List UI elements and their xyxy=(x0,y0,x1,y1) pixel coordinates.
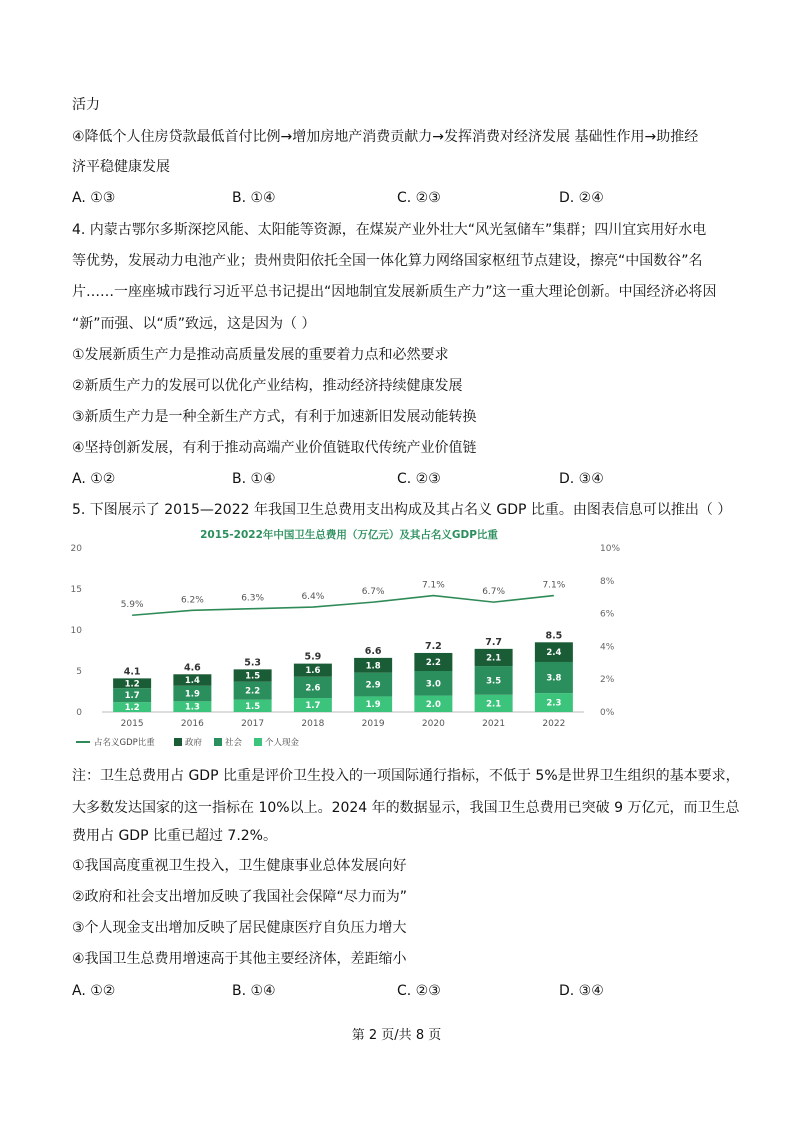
q3-option-c: C. ②③ xyxy=(397,190,441,206)
y-right-tick-label: 2% xyxy=(600,675,615,686)
gdp-share-label: 6.4% xyxy=(301,592,325,603)
bar-segment-label: 1.3 xyxy=(184,702,200,713)
bar-segment-label: 3.8 xyxy=(546,673,562,684)
gdp-share-label: 6.7% xyxy=(482,587,506,598)
q3-options xyxy=(72,188,732,208)
q5-item-2: ②政府和社会支出增加反映了我国社会保障“尽力而为” xyxy=(72,889,408,905)
y-right-tick-label: 6% xyxy=(600,609,615,620)
chart-title: 2015-2022年中国卫生总费用（万亿元）及其占名义GDP比重 xyxy=(200,529,498,541)
q4-stem-line-3: 片……一座座城市践行习近平总书记提出“因地制宜发展新质生产力”这一重大理论创新。中国经济必将因 xyxy=(72,284,717,300)
q5-item-1: ①我国高度重视卫生投入，卫生健康事业总体发展向好 xyxy=(72,858,407,874)
gdp-share-label: 6.7% xyxy=(361,587,385,598)
q3-option-a: A. ①③ xyxy=(72,190,116,206)
y-right-tick-label: 8% xyxy=(600,576,615,587)
bar-segment-label: 2.2 xyxy=(245,686,261,697)
x-tick-label: 2015 xyxy=(120,719,144,729)
bar-segment-label: 2.1 xyxy=(486,699,502,710)
bar-segment-label: 2.1 xyxy=(486,653,502,664)
q4-stem-line-1: 4. 内蒙古鄂尔多斯深挖风能、太阳能等资源，在煤炭产业外壮大“风光氢储车”集群；四川宜宾用好水电 xyxy=(72,222,707,238)
y-left-tick-label: 0 xyxy=(76,708,82,718)
bar-total-label: 7.7 xyxy=(485,636,503,648)
y-left-tick-label: 5 xyxy=(76,667,82,677)
health-expenditure-chart xyxy=(72,526,632,752)
bar-total-label: 4.1 xyxy=(123,666,141,678)
legend-swatch xyxy=(174,738,182,746)
bar-segment-label: 2.0 xyxy=(425,699,441,710)
bar-total-label: 8.5 xyxy=(545,630,563,642)
x-tick-label: 2016 xyxy=(180,719,204,729)
q5-option-c: C. ②③ xyxy=(397,983,441,999)
page-footer: 第 2 页/共 8 页 xyxy=(351,1028,442,1043)
q5-note-line-3: 费用占 GDP 比重已超过 7.2%。 xyxy=(72,828,277,844)
q4-item-1: ①发展新质生产力是推动高质量发展的重要着力点和必然要求 xyxy=(72,347,449,363)
y-left-tick-label: 15 xyxy=(70,585,82,595)
gdp-share-label: 7.1% xyxy=(421,580,445,591)
q4-stem-line-4: “新”而强、以“质”致远，这是因为（ ） xyxy=(72,316,316,332)
q3-line-c: 济平稳健康发展 xyxy=(72,159,170,175)
bar-segment-label: 1.2 xyxy=(124,703,140,714)
bar-segment-label: 1.6 xyxy=(305,666,321,677)
legend-label: 社会 xyxy=(225,738,243,748)
bar-total-label: 7.2 xyxy=(424,640,442,652)
legend-swatch xyxy=(254,738,262,746)
q5-item-3: ③个人现金支出增加反映了居民健康医疗自负压力增大 xyxy=(72,920,407,936)
y-right-tick-label: 4% xyxy=(600,642,615,653)
x-tick-label: 2017 xyxy=(241,719,265,729)
q4-item-3: ③新质生产力是一种全新生产方式，有利于加速新旧发展动能转换 xyxy=(72,409,477,425)
x-tick-label: 2019 xyxy=(361,719,385,729)
bar-segment-label: 2.3 xyxy=(546,698,562,709)
gdp-share-label: 7.1% xyxy=(542,580,566,591)
q5-stem: 5. 下图展示了 2015—2022 年我国卫生总费用支出构成及其占名义 GDP 比重。由图表信息可以推出（ ） xyxy=(72,502,732,518)
bar-segment-label: 1.5 xyxy=(245,671,261,682)
bar-segment-label: 2.9 xyxy=(365,680,381,691)
q5-option-a: A. ①② xyxy=(72,983,116,999)
bar-total-label: 6.6 xyxy=(364,645,382,657)
q5-options xyxy=(72,981,732,1001)
bar-segment-label: 1.9 xyxy=(365,700,381,711)
q4-option-b: B. ①④ xyxy=(232,471,276,487)
y-left-tick-label: 10 xyxy=(70,626,82,636)
bar-segment-label: 2.4 xyxy=(546,648,562,659)
q4-option-d: D. ③④ xyxy=(559,471,604,487)
bar-segment-label: 1.5 xyxy=(245,701,261,712)
bar-segment-label: 3.5 xyxy=(486,676,502,687)
q4-option-c: C. ②③ xyxy=(397,471,441,487)
y-left-tick-label: 20 xyxy=(70,544,82,554)
legend-swatch xyxy=(214,738,222,746)
bar-segment-label: 1.2 xyxy=(124,679,140,690)
q3-option-b: B. ①④ xyxy=(232,190,276,206)
q4-item-4: ④坚持创新发展，有利于推动高端产业价值链取代传统产业价值链 xyxy=(72,440,477,456)
y-right-tick-label: 0% xyxy=(600,708,615,718)
x-tick-label: 2018 xyxy=(301,719,325,729)
bar-segment-label: 1.4 xyxy=(184,676,200,687)
bar-total-label: 4.6 xyxy=(183,662,201,674)
bar-segment-label: 1.7 xyxy=(305,701,321,712)
q5-option-d: D. ③④ xyxy=(559,983,604,999)
q5-note-line-1: 注：卫生总费用占 GDP 比重是评价卫生投入的一项国际通行指标，不低于 5%是世界卫生组织的基本要求， xyxy=(72,768,740,784)
q3-line-a: 活力 xyxy=(72,97,100,113)
bar-segment-label: 2.2 xyxy=(425,657,441,668)
bar-segment-label: 1.7 xyxy=(124,691,140,702)
legend-label: 政府 xyxy=(185,738,203,748)
bar-segment-label: 2.6 xyxy=(305,683,321,694)
bar-segment-label: 1.9 xyxy=(184,689,200,700)
q5-note-line-2: 大多数发达国家的这一指标在 10%以上。2024 年的数据显示，我国卫生总费用已突破 9 万亿元，而卫生总 xyxy=(72,800,740,816)
q4-stem-line-2: 等优势，发展动力电池产业；贵州贵阳依托全国一体化算力网络国家枢纽节点建设，擦亮“中国数谷”名 xyxy=(72,253,703,269)
q3-option-d: D. ②④ xyxy=(559,190,604,206)
x-tick-label: 2021 xyxy=(482,719,506,729)
bar-segment-label: 3.0 xyxy=(425,679,441,690)
bar-total-label: 5.9 xyxy=(304,651,322,663)
q4-options xyxy=(72,469,732,489)
x-tick-label: 2020 xyxy=(421,719,445,729)
bar-total-label: 5.3 xyxy=(244,657,262,669)
gdp-share-label: 6.3% xyxy=(241,593,265,604)
y-right-tick-label: 10% xyxy=(600,544,621,554)
x-tick-label: 2022 xyxy=(542,719,566,729)
bar-segment-label: 1.8 xyxy=(365,661,381,672)
q3-line-b: ④降低个人住房贷款最低首付比例→增加房地产消费贡献力→发挥消费对经济发展 基础性作用→助推经 xyxy=(72,129,699,145)
q4-option-a: A. ①② xyxy=(72,471,116,487)
q5-item-4: ④我国卫生总费用增速高于其他主要经济体，差距缩小 xyxy=(72,951,407,967)
gdp-share-label: 5.9% xyxy=(120,600,144,611)
q4-item-2: ②新质生产力的发展可以优化产业结构，推动经济持续健康发展 xyxy=(72,378,463,394)
q5-option-b: B. ①④ xyxy=(232,983,276,999)
legend-label: 占名义GDP比重 xyxy=(94,738,155,748)
legend-label: 个人现金 xyxy=(265,738,300,748)
gdp-share-label: 6.2% xyxy=(180,595,204,606)
